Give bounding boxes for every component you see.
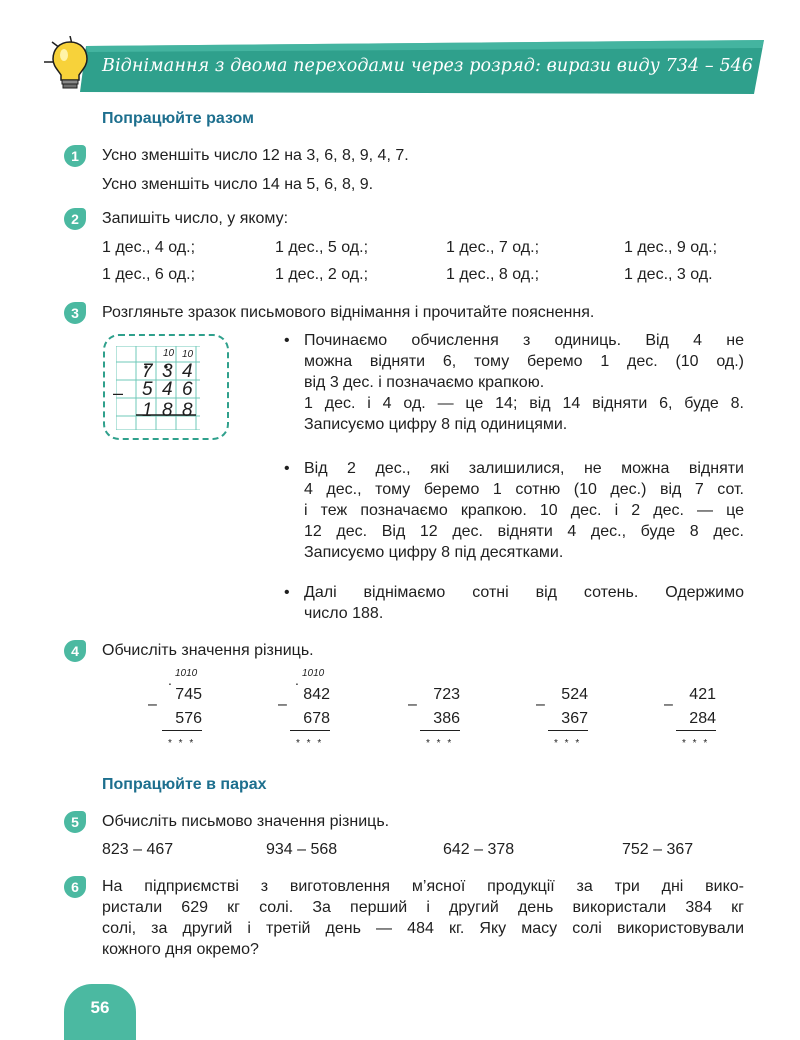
task-number-badge: 4 bbox=[64, 640, 86, 662]
task2-cell: 1 дес., 5 од.; bbox=[275, 239, 369, 256]
sample-digit: 5 bbox=[142, 379, 153, 400]
explanation-line: Записуємо цифру 8 під десятками. bbox=[304, 544, 564, 561]
bullet-marker: • bbox=[284, 584, 290, 601]
sample-digit: 3 bbox=[162, 361, 173, 382]
carry-dot: . bbox=[295, 672, 299, 688]
task2-cell: 1 дес., 8 од.; bbox=[446, 266, 540, 283]
sample-digit: 6 bbox=[182, 379, 193, 400]
page-number: 56 bbox=[90, 998, 110, 1017]
minuend: 842 bbox=[303, 686, 330, 703]
task5-item: 934 – 568 bbox=[266, 841, 338, 858]
subtrahend: 576 bbox=[162, 708, 202, 731]
subtrahend: 284 bbox=[676, 708, 716, 731]
minuend: 421 bbox=[689, 686, 716, 703]
carry-dot: . bbox=[168, 672, 172, 688]
task1-line2: Усно зменшіть число 14 на 5, 6, 8, 9. bbox=[102, 176, 374, 193]
explanation-line: Далі віднімаємо сотні від сотень. Одержимо bbox=[304, 584, 744, 601]
task5-item: 823 – 467 bbox=[102, 841, 174, 858]
task1-line1: Усно зменшіть число 12 на 3, 6, 8, 9, 4, 7. bbox=[102, 147, 409, 164]
minuend: 745 bbox=[175, 686, 202, 703]
task3-intro: Розгляньте зразок письмового віднімання і прочитайте пояснення. bbox=[102, 304, 595, 321]
sample-digit: 1 bbox=[142, 400, 153, 421]
explanation-line: від 3 дес. і позначаємо крапкою. bbox=[304, 374, 545, 391]
explanation-bullet-3 bbox=[304, 582, 744, 624]
task6-line: На підприємстві з виготовлення м’ясної продукції за три дні вико- bbox=[102, 878, 744, 895]
minus-sign: – bbox=[408, 696, 417, 713]
task5-item: 642 – 378 bbox=[443, 841, 515, 858]
sample-carry-mark: 10 bbox=[182, 349, 194, 360]
section-title-together: Попрацюйте разом bbox=[102, 110, 254, 127]
task4-intro: Обчисліть значення різниць. bbox=[102, 642, 314, 659]
task2-cell: 1 дес., 6 од.; bbox=[102, 266, 196, 283]
bullet-marker: • bbox=[284, 332, 290, 349]
lightbulb-icon bbox=[50, 40, 90, 92]
task2-cell: 1 дес., 4 од.; bbox=[102, 239, 196, 256]
subtrahend: 678 bbox=[290, 708, 330, 731]
header-title: Віднімання з двома переходами через розряд: вирази виду 734 – 546 bbox=[102, 56, 754, 76]
explanation-line: Від 2 дес., які залишилися, не можна відняти bbox=[304, 460, 744, 477]
task2-cell: 1 дес., 9 од.; bbox=[624, 239, 718, 256]
task-number-badge: 1 bbox=[64, 145, 86, 167]
carry-marks: 1010 bbox=[175, 668, 198, 679]
explanation-line: Записуємо цифру 8 під одиницями. bbox=[304, 416, 568, 433]
minuend: 723 bbox=[433, 686, 460, 703]
explanation-line: можна відняти 6, тому беремо 1 дес. (10 од.) bbox=[304, 353, 744, 370]
carry-marks: 1010 bbox=[302, 668, 325, 679]
task5-intro: Обчисліть письмово значення різниць. bbox=[102, 813, 390, 830]
task5-item: 752 – 367 bbox=[622, 841, 694, 858]
sample-minus: – bbox=[113, 383, 124, 403]
explanation-line: число 188. bbox=[304, 605, 384, 622]
task6-text bbox=[102, 876, 744, 960]
bullet-marker: • bbox=[284, 460, 290, 477]
minus-sign: – bbox=[536, 696, 545, 713]
task-number-badge: 5 bbox=[64, 811, 86, 833]
minus-sign: – bbox=[278, 696, 287, 713]
subtrahend: 386 bbox=[420, 708, 460, 731]
result-placeholder: * * * bbox=[168, 738, 196, 749]
sample-digit: 4 bbox=[162, 379, 173, 400]
task2-cell: 1 дес., 3 од. bbox=[624, 266, 713, 283]
explanation-line: 4 дес., тому беремо 1 сотню (10 дес.) від 7 сот. bbox=[304, 481, 744, 498]
minus-sign: – bbox=[664, 696, 673, 713]
explanation-line: і теж позначаємо крапкою. 10 дес. і 2 дес. — це bbox=[304, 502, 744, 519]
task2-cell: 1 дес., 2 од.; bbox=[275, 266, 369, 283]
task6-line: кожного дня окремо? bbox=[102, 941, 259, 958]
task2-intro: Запишіть число, у якому: bbox=[102, 210, 289, 227]
task6-line: солі, за другий і третій день — 484 кг. Яку масу солі використовували bbox=[102, 920, 744, 937]
sample-digit: 8 bbox=[182, 400, 193, 421]
minuend: 524 bbox=[561, 686, 588, 703]
minus-sign: – bbox=[148, 696, 157, 713]
result-placeholder: * * * bbox=[296, 738, 324, 749]
explanation-line: 1 дес. і 4 од. — це 14; від 14 відняти 6, буде 8. bbox=[304, 395, 744, 412]
explanation-bullet-2 bbox=[304, 458, 744, 563]
result-placeholder: * * * bbox=[426, 738, 454, 749]
result-placeholder: * * * bbox=[554, 738, 582, 749]
sample-digit: 4 bbox=[182, 361, 193, 382]
task2-cell: 1 дес., 7 од.; bbox=[446, 239, 540, 256]
task-number-badge: 6 bbox=[64, 876, 86, 898]
sample-digit: 7 bbox=[142, 361, 153, 382]
explanation-line: 12 дес. Від 12 дес. відняти 4 дес., буде 8 дес. bbox=[304, 523, 744, 540]
explanation-line: Починаємо обчислення з одиниць. Від 4 не bbox=[304, 332, 744, 349]
task-number-badge: 2 bbox=[64, 208, 86, 230]
section-title-pairs: Попрацюйте в парах bbox=[102, 776, 267, 793]
task-number-badge: 3 bbox=[64, 302, 86, 324]
explanation-bullet-1 bbox=[304, 330, 744, 435]
sample-digit: 8 bbox=[162, 400, 173, 421]
task6-line: ристали 629 кг солі. За перший і другий день використали 384 кг bbox=[102, 899, 744, 916]
sample-carry-mark: 10 bbox=[163, 348, 175, 359]
result-placeholder: * * * bbox=[682, 738, 710, 749]
subtrahend: 367 bbox=[548, 708, 588, 731]
